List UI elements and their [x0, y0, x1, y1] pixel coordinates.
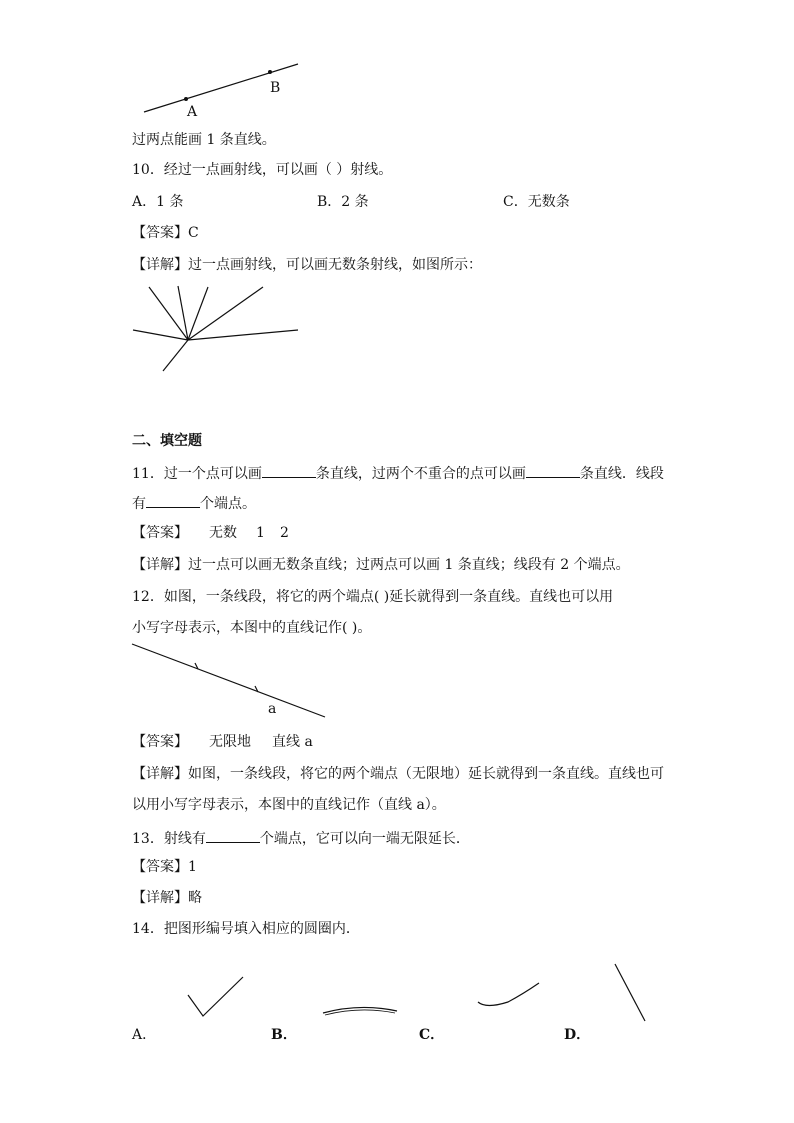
label-point-b: B: [270, 80, 281, 96]
q14-label-d: D．: [564, 1027, 591, 1043]
q12-line2: 小写字母表示，本图中的直线记作( )。: [132, 620, 372, 636]
q11-text: 条直线．线段: [579, 466, 664, 482]
q12-answer-value: 无限地: [209, 734, 251, 750]
q12-detail-line2: 以用小写字母表示，本图中的直线记作（直线 a）。: [132, 797, 446, 813]
q10-stem: 10．经过一点画射线，可以画（ ）射线。: [132, 162, 393, 178]
q11-answer-value: 2: [280, 525, 289, 541]
q11-text: 个端点。: [200, 496, 256, 512]
q10-option-a: A．1 条: [132, 194, 184, 210]
q13-text: 13．射线有: [132, 831, 206, 847]
q14-stem: 14．把图形编号填入相应的圆圈内．: [132, 921, 360, 937]
figure-c-curve: [478, 983, 539, 1006]
q11-text: 有: [132, 496, 146, 512]
q11-answer-value: 无数: [209, 525, 237, 541]
q10-option-b: B．2 条: [317, 194, 369, 210]
q11-answer-label: 【答案】: [132, 525, 188, 541]
q11-detail: 【详解】过一点可以画无数条直线；过两点可以画 1 条直线；线段有 2 个端点。: [132, 557, 630, 573]
q13-detail: 【详解】略: [132, 890, 202, 906]
q11-answer-value: 1: [256, 525, 265, 541]
q11-text: 条直线，过两个不重合的点可以画: [315, 466, 526, 482]
q12-answer-value: 直线 a: [272, 734, 313, 750]
q10-answer: 【答案】C: [132, 225, 199, 241]
q12-detail-line1: 【详解】如图，一条线段，将它的两个端点（无限地）延长就得到一条直线。直线也可: [132, 766, 664, 782]
q13-answer: 【答案】1: [132, 859, 197, 875]
figure-d-line: [615, 964, 645, 1021]
section-title: 二、填空题: [132, 433, 202, 449]
figure-a-angle: [188, 977, 243, 1016]
q14-label-a: A．: [132, 1027, 157, 1043]
q10-detail: 【详解】过一点画射线，可以画无数条射线，如图所示：: [132, 257, 482, 273]
q12-answer-label: 【答案】: [132, 734, 188, 750]
two-points-statement: 过两点能画 1 条直线。: [132, 132, 276, 148]
q14-label-b: B．: [271, 1027, 297, 1043]
q14-label-c: C．: [419, 1027, 445, 1043]
q12-line1: 12．如图，一条线段，将它的两个端点( )延长就得到一条直线。直线也可以用: [132, 589, 614, 605]
label-point-a: A: [187, 104, 198, 120]
q13-text: 个端点，它可以向一端无限延长．: [259, 831, 470, 847]
line-a-label: a: [268, 701, 277, 717]
q11-text: 11．过一个点可以画: [132, 466, 262, 482]
q10-option-c: C．无数条: [503, 194, 570, 210]
